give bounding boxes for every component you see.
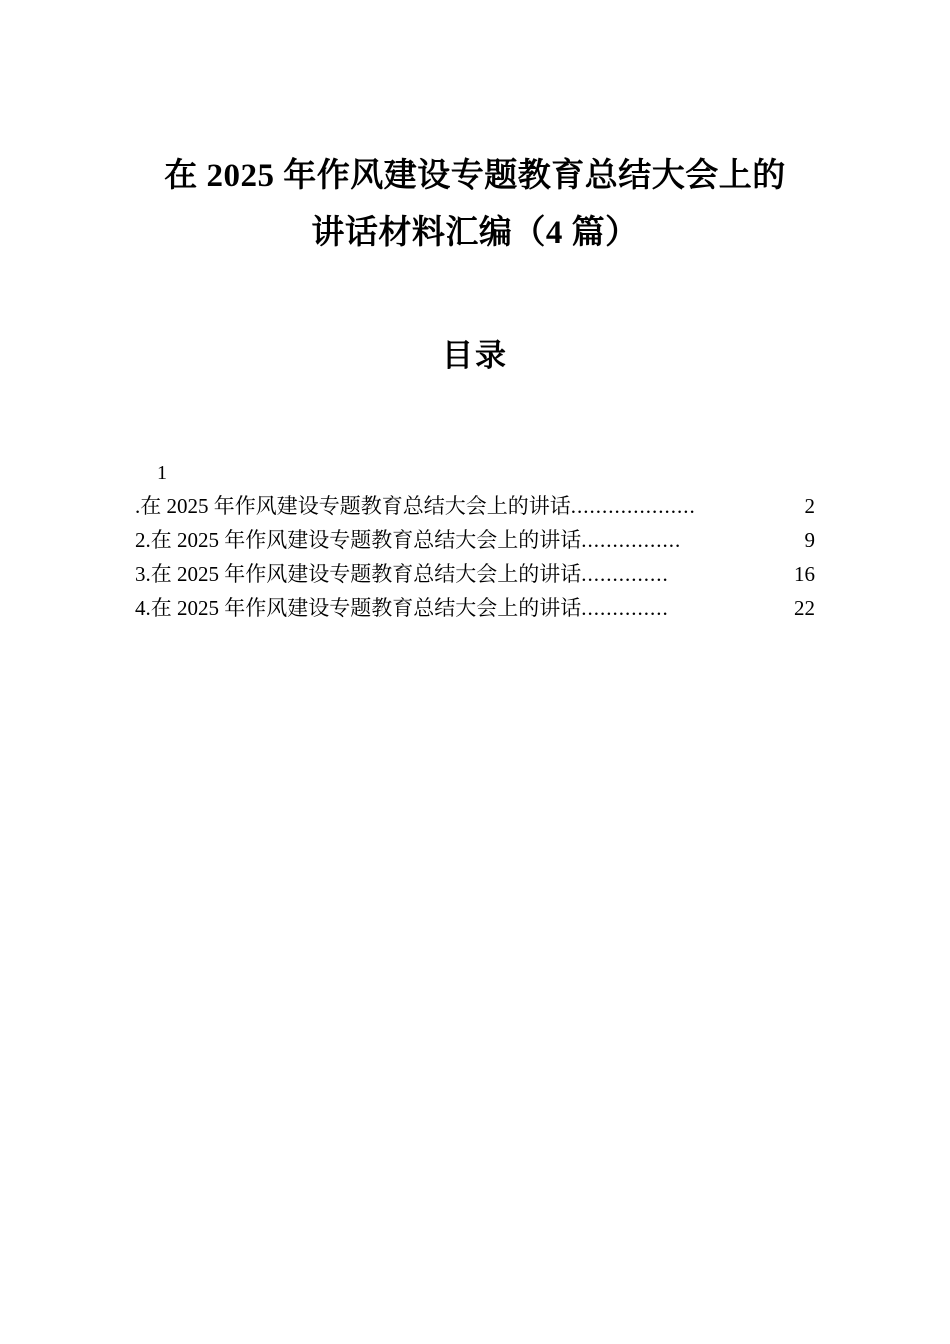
toc-item-page: 22 [794,596,815,621]
toc-item-leader: ................ [581,528,682,553]
page-title [135,148,815,262]
toc-item-page: 16 [794,562,815,587]
toc-item-label: 3.在 2025 年作风建设专题教育总结大会上的讲话 [135,562,582,587]
toc-item-label: 4.在 2025 年作风建设专题教育总结大会上的讲话 [135,596,582,621]
toc-heading: 目录 [442,338,508,373]
toc-item-leader: .............. [581,596,669,621]
toc-item-leader: .............. [581,562,669,587]
toc-item-page: 9 [804,528,815,553]
toc-item[interactable] [135,523,815,557]
toc-item-page: 2 [804,494,815,518]
page-title-line-2: 讲话材料汇编（4 篇） [311,214,639,251]
toc-item-label: .在 2025 年作风建设专题教育总结大会上的讲话 [135,494,571,518]
toc-item[interactable] [135,557,815,591]
toc-item-label: 2.在 2025 年作风建设专题教育总结大会上的讲话 [135,528,582,553]
toc-item[interactable] [135,489,815,523]
toc-item-leader: .................... [570,494,696,518]
page-title-line-1: 在 2025 年作风建设专题教育总结大会上的 [164,158,786,194]
toc-item[interactable] [135,591,815,625]
toc-first-entry-number: 1 [157,462,167,484]
table-of-contents [135,458,815,625]
